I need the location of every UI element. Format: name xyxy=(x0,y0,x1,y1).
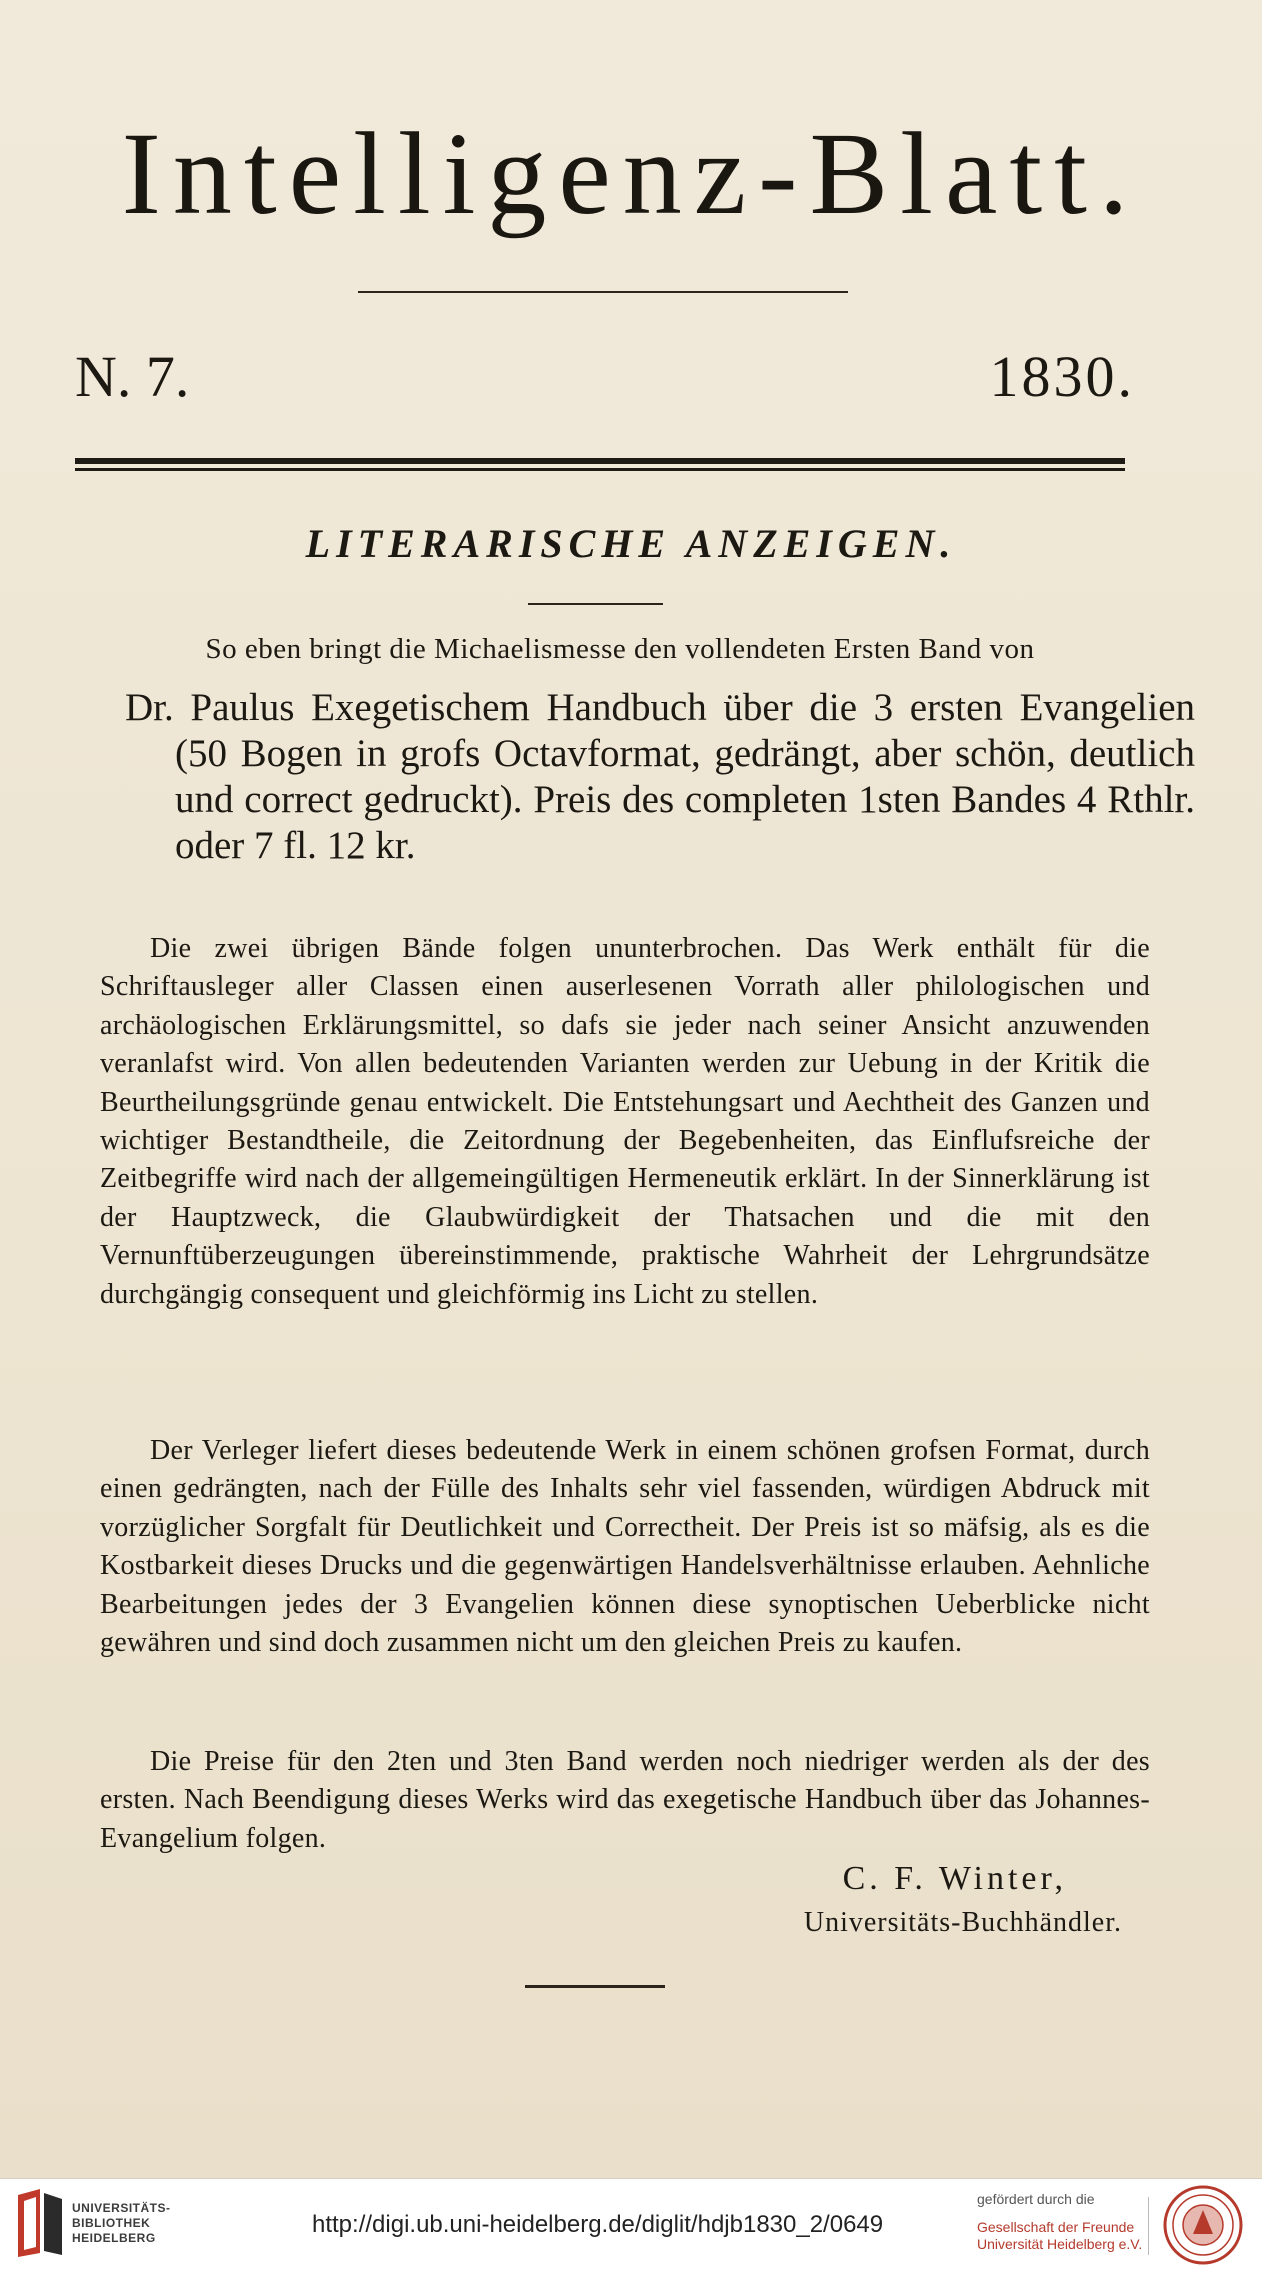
footer-divider xyxy=(1148,2197,1149,2255)
society-name: Gesellschaft der Freunde Universität Heidelberg e.V. xyxy=(977,2219,1143,2252)
university-seal-icon xyxy=(1162,2184,1244,2266)
book-title-block: Dr. Paulus Exegetischem Handbuch über die 3 ersten Evangelien (50 Bogen in grofs Octavformat, gedrängt, aber schön, deutlich und correct gedruckt). Preis des completen 1sten Bandes 4 Rthlr. oder 7 fl. 12 kr. xyxy=(125,686,1195,867)
library-name: UNIVERSITÄTS- BIBLIOTHEK HEIDELBERG xyxy=(72,2201,171,2245)
issue-number: N. 7. xyxy=(75,344,190,409)
funded-by-label: gefördert durch die xyxy=(977,2191,1095,2207)
double-rule xyxy=(75,458,1125,471)
masthead-rule xyxy=(358,291,848,293)
section-rule xyxy=(528,603,663,605)
library-logo-icon xyxy=(10,2187,68,2259)
paragraph-1: Die zwei übrigen Bände folgen ununterbrochen. Das Werk enthält für die Schriftausleger aller Classen einen auserlesenen Vorrath aller philologischen und archäologischen Erklärungsmittel, so dafs sie jeder nach seiner Ansicht anzuwenden veranlafst wird. Von allen bedeutenden Varianten werden zur Uebung in der Kritik die Beurtheilungsgründe genau entwickelt. Die Entstehungsart und Aechtheit des Ganzen und wichtiger Bestandtheile, die Zeitordnung der Begebenheiten, das Einflufsreiche der Zeitbegriffe wird nach der allgemeingültigen Hermeneutik erklärt. In der Sinnerklärung ist der Hauptzweck, die Glaubwürdigkeit der Thatsachen und die mit den Vernunftüberzeugungen übereinstimmende, praktische Wahrheit der Lehrgrundsätze durchgängig consequent und gleichförmig ins Licht zu stellen. xyxy=(100,933,1150,1310)
signature-role: Universitäts-Buchhändler. xyxy=(803,1907,1122,1938)
closing-rule xyxy=(525,1985,665,1988)
section-title: LITERARISCHE ANZEIGEN. xyxy=(305,521,957,566)
issue-row xyxy=(75,343,1135,423)
issue-year: 1830. xyxy=(989,344,1135,409)
signature-name: C. F. Winter, xyxy=(842,1860,1067,1897)
permalink-url[interactable]: http://digi.ub.uni-heidelberg.de/diglit/hdjb1830_2/0649 xyxy=(312,2211,884,2238)
intro-line: So eben bringt die Michaelismesse den vollendeten Ersten Band von xyxy=(205,633,1035,665)
paragraph-2: Der Verleger liefert dieses bedeutende Werk in einem schönen grofsen Format, durch einen gedrängten, nach der Fülle des Inhalts sehr viel fassenden, würdigen Abdruck mit vorzüglicher Sorgfalt für Deutlichkeit und Correctheit. Der Preis ist so mäfsig, als es die Kostbarkeit dieses Drucks und die gegenwärtigen Handelsverhältnisse erlauben. Aehnliche Bearbeitungen jedes der 3 Evangelien können diese synoptischen Ueberblicke nicht gewähren und sind doch zusammen nicht um den gleichen Preis zu kaufen. xyxy=(100,1435,1150,1659)
paragraph-3: Die Preise für den 2ten und 3ten Band werden noch niedriger werden als der des ersten. Nach Beendigung dieses Werks wird das exegetische Handbuch über das Johannes-Evangelium folgen. xyxy=(100,1746,1150,1854)
masthead-title: Intelligenz-Blatt. xyxy=(121,108,1141,239)
footer-bar xyxy=(0,2178,1262,2270)
